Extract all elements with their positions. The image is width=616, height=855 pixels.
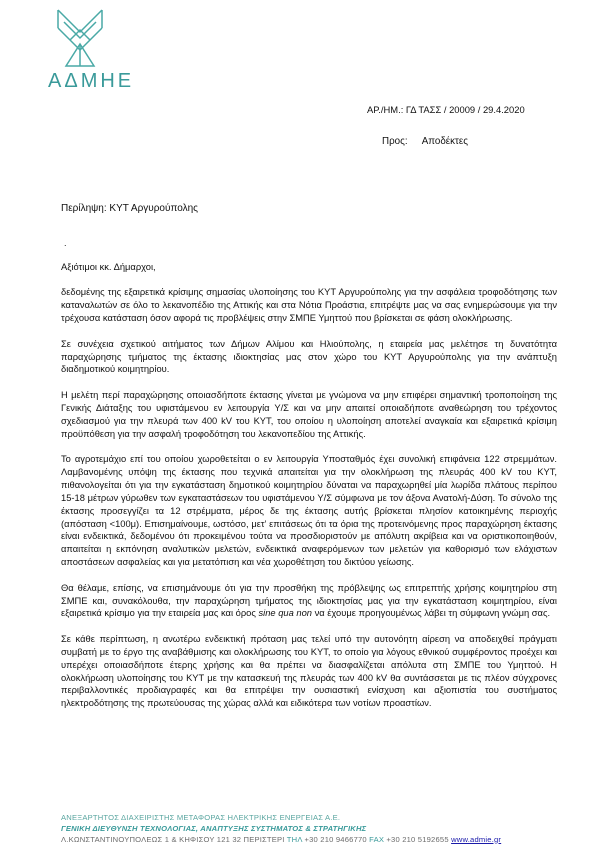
paragraph-4: Το αγροτεμάχιο επί του οποίου χωροθετείται ο εν λειτουργία Υποσταθμός έχει συνολική επιφάνεια 122 στρεμμάτων. Λαμβανομένης υπόψη της έκτασης που τεχνικά απαιτείται για την ολοκλήρωση της πλευράς 400 kV του ΚΥΤ, πιθανολογείται ότι για την εγκατάσταση δημοτικού κοιμητηρίου δύναται να παραχωρηθεί μία λωρίδα πλάτους περίπου 15-18 μέτρων γύρωθεν των εγκαταστάσεων του υφιστάμενου Υ/Σ σύμφωνα με τον άξονα Ανατολή-Δύση. Το σύνολο της έκτασης προσεγγίζει τα 12 στρέμματα, μέρος δε της έκτασης αυτής βρίσκεται πλησίον κατοικημένης περιοχής (απόσταση <100μ). Επισημαίνουμε, ωστόσο, μετ’ επιτάσεως ότι τα όρια της προτεινόμενης προς παραχώρηση έκτασης είναι ενδεικτικά, δεδομένου ότι προκειμένου τούτα να προσδιοριστούν με απόλυτη ακρίβεια και να οριστικοποιηθούν, απαιτείται η εκπόνηση αναλυτικών μελετών, ενδεικτικά αναφερόμενων των μελετών για καθορισμό των ελάχιστων αποστάσεων ασφαλείας και για μετατόπιση και νέα χωροθέτηση του δικτύου γείωσης. (61, 453, 557, 568)
recipient-label: Προς: (382, 136, 408, 147)
reference-number: ΑΡ./ΗΜ.: ΓΔ ΤΑΣΣ / 20009 / 29.4.2020 (367, 104, 525, 115)
stray-dot: . (64, 238, 67, 248)
paragraph-6: Σε κάθε περίπτωση, η ανωτέρω ενδεικτική πρόταση μας τελεί υπό την αυτονόητη αίρεση να αποδειχθεί πράγματι συμβατή με το έργο της αναβάθμισης και ολοκλήρωσης του ΚΥΤ, το οποίο για λόγους εθνικού συμφέροντος προέχει και υπερέχει οποιασδήποτε έτερης χρήσης και θα πρέπει να διασφαλίζεται απόλυτα στη ΣΜΠΕ του Υμηττού. Η ολοκλήρωση υλοποίησης του ΚΥΤ με την κατασκευή της πλευράς των 400 kV θα συντάσσεται με τις πλέον σύγχρονες περιβαλλοντικές προδιαγραφές και θα επιτρέψει την ουσιαστική ενίσχυση και αξιοπιστία του συστήματος ηλεκτροδότησης της πρωτεύουσας της χώρας αλλά και ειδικότερα των νοτίων προαστίων. (61, 633, 557, 709)
paragraph-5-latin: sine qua non (258, 608, 312, 619)
footer-tel-label: ΤΗΛ (286, 834, 303, 844)
greeting: Αξιότιμοι κκ. Δήμαρχοι, (61, 262, 156, 272)
company-logo-text: ΑΔΜΗΕ (48, 70, 135, 92)
admie-logo-mark (44, 8, 116, 70)
recipient-value: Αποδέκτες (421, 136, 469, 147)
subject-line: Περίληψη: ΚΥΤ Αργυρούπολης (61, 203, 198, 214)
letter-footer (61, 813, 581, 845)
paragraph-3: Η μελέτη περί παραχώρησης οποιασδήποτε έκτασης γίνεται με γνώμονα να μην επιφέρει σημαντική τροποποίηση της Γενικής Διάταξης του υφιστάμενου εν λειτουργία Υ/Σ και να μην απαιτεί οποιαδήποτε αναθεώρηση του τρέχοντος σχεδιασμού για την πλευρά των 400 kV του ΚΥΤ, του οποίου η υλοποίηση αποτελεί αναγκαία και εξαιρετικά κρίσιμη προϋπόθεση για την ασφαλή τροφοδότηση του λεκανοπεδίου της Αττικής. (61, 389, 557, 439)
paragraph-5 (61, 582, 557, 621)
admie-logo (44, 8, 116, 70)
paragraph-2: Σε συνέχεια σχετικού αιτήματος των Δήμων Αλίμου και Ηλιούπολης, η εταιρεία μας μελέτησε τη δυνατότητα παραχώρησης τμήματος της έκτασης ιδιοκτησίας μας στον χώρο του ΚΥΤ Αργυρούπολης για την ανάπτυξη διαδημοτικού κοιμητηρίου. (61, 338, 557, 375)
footer-fax-label: FAX (369, 834, 385, 844)
paragraph-1: δεδομένης της εξαιρετικά κρίσιμης σημασίας υλοποίησης του ΚΥΤ Αργυρούπολης για την ασφάλεια τροφοδότησης των καταναλωτών σε όλο το λεκανοπέδιο της Αττικής και στα Νότια Προάστια, επιτρέψτε μας να σας ενημερώσουμε για την τρέχουσα κατάσταση όσον αφορά τις προβλέψεις στην ΣΜΠΕ Υμηττού που βρίσκεται σε φάση ολοκλήρωσης. (61, 287, 557, 324)
footer-company: ΑΝΕΞΑΡΤΗΤΟΣ ΔΙΑΧΕΙΡΙΣΤΗΣ ΜΕΤΑΦΟΡΑΣ ΗΛΕΚΤΡΙΚΗΣ ΕΝΕΡΓΕΙΑΣ Α.Ε. (61, 813, 341, 822)
footer-tel: +30 210 9466770 (304, 834, 367, 844)
footer-division: ΓΕΝΙΚΗ ΔΙΕΥΘΥΝΣΗ ΤΕΧΝΟΛΟΓΙΑΣ, ΑΝΑΠΤΥΞΗΣ ΣΥΣΤΗΜΑΤΟΣ & ΣΤΡΑΤΗΓΙΚΗΣ (61, 823, 367, 833)
paragraph-5-end: να έχουμε προηγουμένως λάβει τη σύμφωνη γνώμη σας. (311, 608, 551, 619)
footer-address: Λ.ΚΩΝΣΤΑΝΤΙΝΟΥΠΟΛΕΩΣ 1 & ΚΗΦΙΣΟΥ 121 32 ΠΕΡΙΣΤΕΡΙ (61, 834, 285, 844)
letter-body (61, 243, 557, 710)
footer-website-link[interactable]: www.admie.gr (451, 834, 502, 844)
footer-fax: +30 210 5192655 (386, 834, 449, 844)
footer-contact (61, 835, 581, 846)
recipient-line (382, 136, 468, 147)
paragraph-5-start: Θα θέλαμε, επίσης, να επισημάνουμε ότι για την προσθήκη της πρόβλεψης ως επιτρεπτής χρήσης κοιμητηρίου στη ΣΜΠΕ και, συνακόλουθα, την παραχώρηση τμήματος της ιδιοκτησίας μας για την εγκατάσταση κοιμητηρίου, είναι εξαιρετικά κρίσιμο για την εταιρεία μας και όρος (61, 582, 557, 619)
